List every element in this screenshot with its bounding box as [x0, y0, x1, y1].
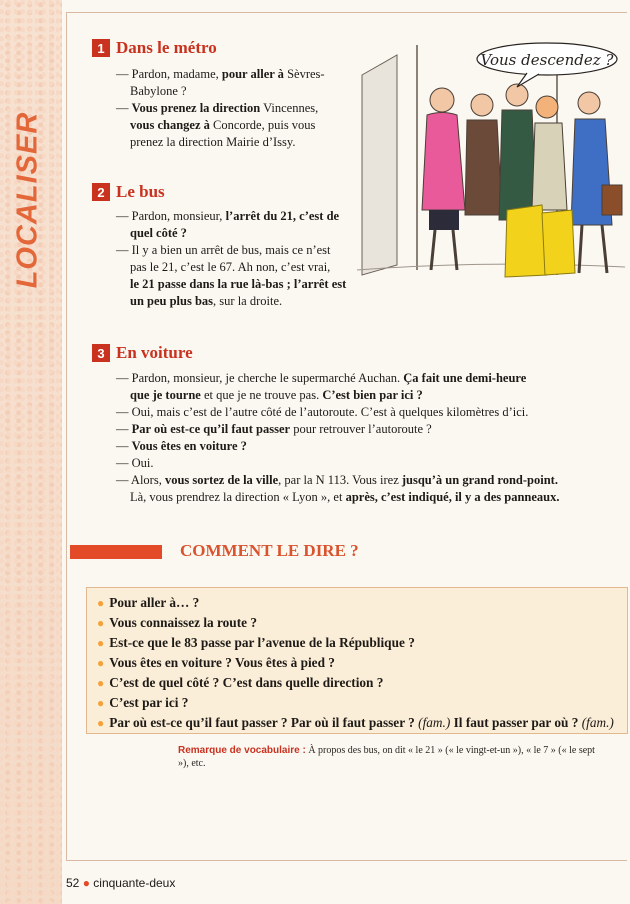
dialogue-line [116, 117, 361, 134]
dialogue-line [116, 438, 616, 455]
dialogue-line [116, 100, 361, 117]
comment-accent-bar [70, 545, 162, 559]
text-run: Est-ce que le 83 passe par l’avenue de la République ? [109, 635, 415, 650]
text-run: vous sortez de la ville [164, 473, 279, 487]
text-run: C’est de quel côté ? C’est dans quelle direction ? [109, 675, 384, 690]
section-number: 1 [92, 39, 110, 57]
text-run: Vincennes, [260, 101, 319, 115]
section-title: Dans le métro [116, 38, 217, 57]
dialogue-line [116, 489, 616, 506]
dialogue-line [116, 387, 616, 404]
text-run: que je tourne [130, 388, 201, 402]
bullet-icon: ● [82, 876, 90, 890]
bullet-icon: ● [97, 716, 105, 730]
dialogue-line [116, 421, 616, 438]
dialogue-line [116, 66, 361, 83]
dialogue-line [116, 134, 361, 151]
dialogue-line [116, 472, 616, 489]
vocabulary-remark [178, 744, 598, 770]
text-run: — Il y a bien un arrêt de bus, mais ce n’est [116, 243, 331, 257]
dialogue-line [116, 293, 366, 310]
text-run: Vous êtes en voiture ? [131, 439, 247, 453]
text-run: jusqu’à un grand rond-point. [401, 473, 558, 487]
text-run: Sèvres- [283, 67, 325, 81]
dialogue-line [116, 276, 366, 293]
text-run: (fam.) [418, 715, 451, 730]
text-run: pas le 21, c’est le 67. Ah non, c’est vrai, [130, 260, 331, 274]
text-run: Ça fait une demi-heure [403, 371, 527, 385]
dialogue-line [116, 404, 616, 421]
text-run: — Alors, [116, 473, 165, 487]
text-run: et que je ne trouve pas. [200, 388, 323, 402]
expression-item [97, 673, 627, 693]
page-footer [66, 876, 175, 890]
text-run: quel côté ? [130, 226, 187, 240]
comment-title: COMMENT LE DIRE ? [180, 541, 359, 560]
dialogue-line [116, 259, 366, 276]
text-run: Vous prenez la direction [131, 101, 261, 115]
expression-item [97, 613, 627, 633]
section-title: En voiture [116, 343, 193, 362]
text-run: Concorde, puis vous [209, 118, 316, 132]
speech-bubble-text: Vous descendez ? [480, 51, 614, 69]
text-run: — Oui. [116, 456, 154, 470]
dialogue-metro [116, 66, 361, 151]
bullet-icon: ● [97, 656, 105, 670]
side-band [0, 0, 62, 904]
dialogue-line [116, 455, 616, 472]
text-run: — Oui, mais c’est de l’autre côté de l’autoroute. C’est à quelques kilomètres d’ici. [116, 405, 529, 419]
text-run: Pour aller à… ? [109, 595, 200, 610]
text-run: prenez la direction Mairie d’Issy. [130, 135, 296, 149]
section-2-heading [92, 182, 165, 202]
text-run: vous changez à [130, 118, 210, 132]
text-run: — Pardon, madame, [116, 67, 222, 81]
dialogue-line [116, 83, 361, 100]
section-1-heading [92, 38, 217, 58]
section-number: 2 [92, 183, 110, 201]
expressions-list [87, 588, 627, 733]
text-run: l’arrêt du 21, c’est de [225, 209, 340, 223]
expressions-box [86, 587, 628, 734]
text-run: le 21 passe dans la rue là-bas ; l’arrêt est [130, 277, 347, 291]
bullet-icon: ● [97, 596, 105, 610]
bullet-icon: ● [97, 676, 105, 690]
text-run: — Pardon, monsieur, je cherche le supermarché Auchan. [116, 371, 404, 385]
expression-item [97, 653, 627, 673]
text-run: — [116, 439, 132, 453]
expression-item [97, 593, 627, 613]
page-number: 52 [66, 876, 80, 890]
expression-item [97, 713, 627, 733]
text-run: Vous connaissez la route ? [109, 615, 258, 630]
text-run: après, c’est indiqué, il y a des panneaux. [345, 490, 560, 504]
expression-item [97, 633, 627, 653]
metro-illustration [357, 35, 625, 283]
text-run: , par la N 113. Vous irez [278, 473, 402, 487]
bullet-icon: ● [97, 616, 105, 630]
dialogue-line [116, 242, 366, 259]
text-run: — Pardon, monsieur, [116, 209, 226, 223]
text-run: pour retrouver l’autoroute ? [290, 422, 432, 436]
text-run: Babylone ? [130, 84, 187, 98]
dialogue-line [116, 370, 616, 387]
text-run: Vous êtes en voiture ? Vous êtes à pied ? [109, 655, 335, 670]
text-run: Il faut passer par où ? [450, 715, 582, 730]
dialogue-line [116, 208, 366, 225]
text-run: (fam.) [581, 715, 614, 730]
text-run: C’est par ici ? [109, 695, 189, 710]
remark-label: Remarque de vocabulaire : [178, 745, 306, 756]
text-run: pour aller à [221, 67, 284, 81]
bullet-icon: ● [97, 696, 105, 710]
section-number: 3 [92, 344, 110, 362]
text-run: Par où est-ce qu’il faut passer [131, 422, 291, 436]
section-title: Le bus [116, 182, 165, 201]
remark-text: À propos des bus, on dit « le 21 » (« le vingt-et-un »), « le 7 » (« le sept »), etc. [178, 745, 595, 769]
expression-item [97, 693, 627, 713]
text-run: — [116, 422, 132, 436]
text-run: — [116, 101, 132, 115]
text-run: C’est bien par ici ? [322, 388, 423, 402]
text-run: , sur la droite. [213, 294, 283, 308]
text-run: un peu plus bas [130, 294, 214, 308]
dialogue-line [116, 225, 366, 242]
page-words: cinquante-deux [93, 876, 176, 890]
text-run: Là, vous prendrez la direction « Lyon », et [130, 490, 346, 504]
dialogue-voiture [116, 370, 616, 506]
bullet-icon: ● [97, 636, 105, 650]
text-run: Par où est-ce qu’il faut passer ? Par où il faut passer ? [109, 715, 419, 730]
dialogue-bus [116, 208, 366, 310]
section-label: LOCALISER [11, 111, 44, 289]
section-3-heading [92, 343, 193, 363]
